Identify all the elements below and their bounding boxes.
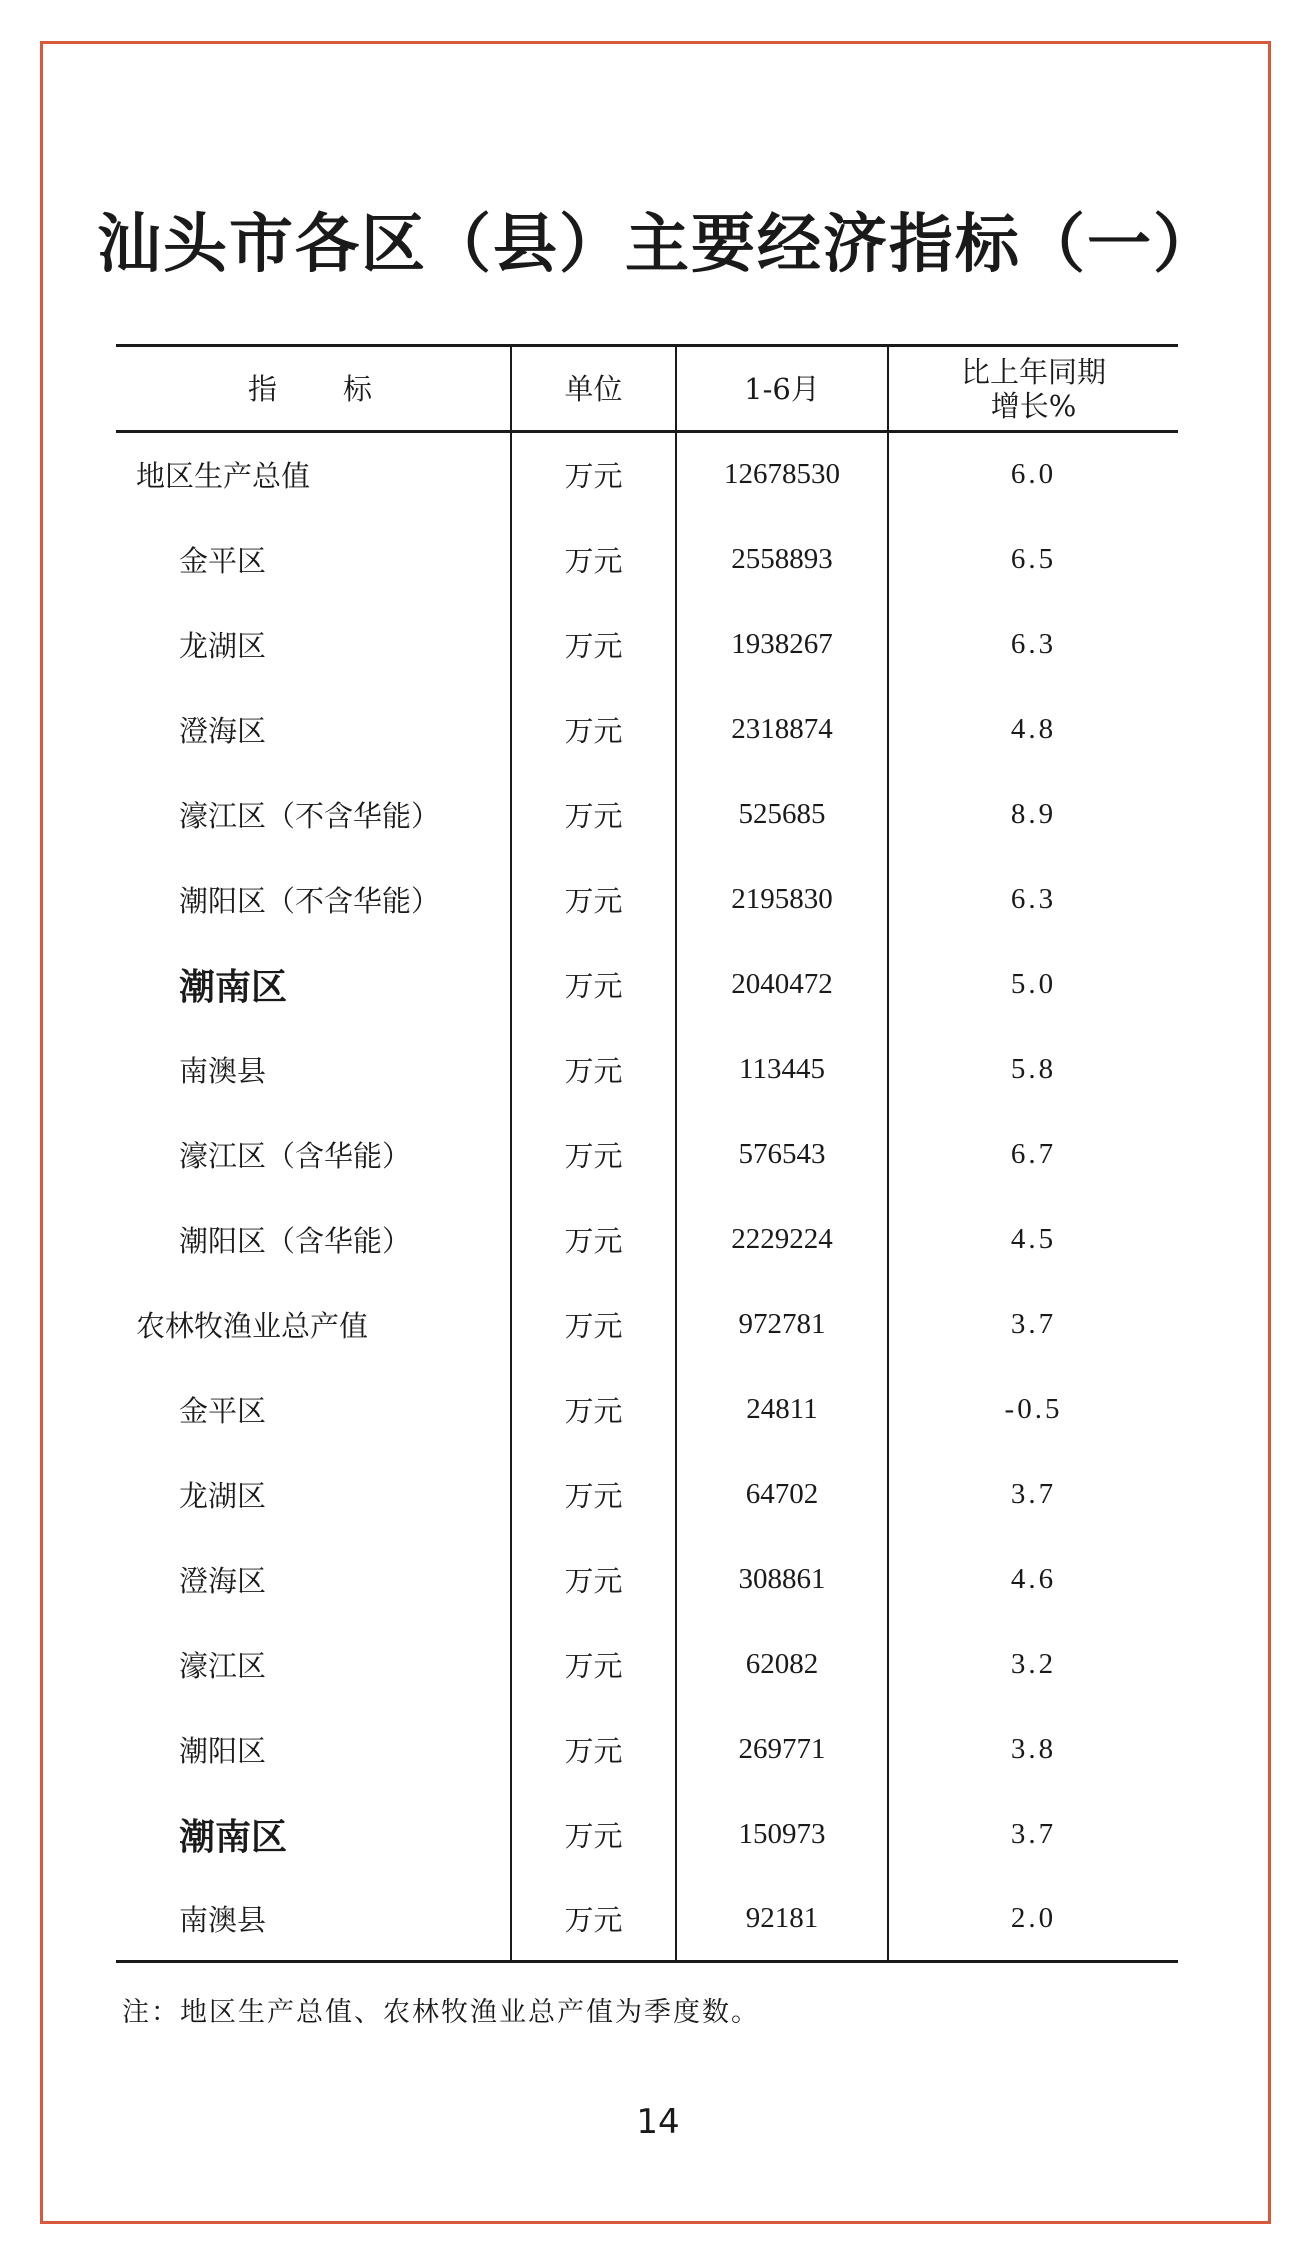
row-label: 地区生产总值 — [136, 459, 311, 494]
row-value: 2318874 — [676, 687, 888, 772]
row-value: 2195830 — [676, 857, 888, 942]
row-growth: 8.9 — [888, 772, 1178, 857]
row-label: 龙湖区 — [179, 628, 267, 663]
row-value: 1938267 — [676, 602, 888, 687]
row-growth: 6.0 — [888, 432, 1178, 517]
row-unit: 万元 — [511, 857, 676, 942]
row-label: 澄海区 — [179, 713, 267, 748]
row-value: 24811 — [676, 1367, 888, 1452]
row-label: 潮阳区（不含华能） — [179, 883, 441, 918]
indicators-table — [116, 344, 1178, 1963]
footnote: 注：地区生产总值、农林牧渔业总产值为季度数。 — [122, 1997, 760, 2028]
row-label: 濠江区（含华能） — [179, 1138, 412, 1173]
row-growth: 3.2 — [888, 1622, 1178, 1707]
table-row — [116, 1792, 1178, 1877]
row-label: 金平区 — [179, 1393, 267, 1428]
row-value: 576543 — [676, 1112, 888, 1197]
table-row — [116, 517, 1178, 602]
row-value: 62082 — [676, 1622, 888, 1707]
table-row — [116, 942, 1178, 1027]
table-row — [116, 1452, 1178, 1537]
table-row — [116, 1367, 1178, 1452]
row-growth: 5.8 — [888, 1027, 1178, 1112]
header-growth-line2: 增长% — [990, 388, 1077, 423]
row-label: 金平区 — [179, 543, 267, 578]
row-unit: 万元 — [511, 1027, 676, 1112]
table-row — [116, 1197, 1178, 1282]
row-label: 农林牧渔业总产值 — [136, 1308, 369, 1343]
row-unit: 万元 — [511, 602, 676, 687]
row-unit: 万元 — [511, 1622, 676, 1707]
row-unit: 万元 — [511, 1452, 676, 1537]
header-growth — [888, 346, 1178, 432]
row-growth: 3.7 — [888, 1792, 1178, 1877]
row-growth: 3.8 — [888, 1707, 1178, 1792]
row-value: 2040472 — [676, 942, 888, 1027]
header-indicator: 指标 — [116, 346, 511, 432]
row-unit: 万元 — [511, 1707, 676, 1792]
row-label: 南澳县 — [116, 1877, 511, 1962]
row-value: 12678530 — [676, 432, 888, 517]
row-label: 潮阳区（含华能） — [179, 1223, 412, 1258]
table-row — [116, 1622, 1178, 1707]
row-label: 龙湖区 — [179, 1478, 267, 1513]
row-value: 2229224 — [676, 1197, 888, 1282]
row-value: 64702 — [676, 1452, 888, 1537]
table-row — [116, 857, 1178, 942]
row-label: 澄海区 — [179, 1563, 267, 1598]
row-unit: 万元 — [511, 687, 676, 772]
table-row — [116, 1112, 1178, 1197]
row-growth: 4.8 — [888, 687, 1178, 772]
table-row — [116, 1877, 1178, 1962]
page-title: 汕头市各区（县）主要经济指标（一） — [97, 207, 1219, 282]
row-growth: 3.7 — [888, 1452, 1178, 1537]
row-value: 113445 — [676, 1027, 888, 1112]
row-unit: 万元 — [511, 517, 676, 602]
row-unit: 万元 — [511, 1877, 676, 1962]
table-row — [116, 1707, 1178, 1792]
row-unit: 万元 — [511, 772, 676, 857]
page-number: 14 — [636, 2102, 680, 2142]
table-row — [116, 1027, 1178, 1112]
row-value: 525685 — [676, 772, 888, 857]
row-growth: 5.0 — [888, 942, 1178, 1027]
row-value: 92181 — [676, 1877, 888, 1962]
table-header-row — [116, 346, 1178, 432]
table-row — [116, 432, 1178, 517]
row-growth: 6.7 — [888, 1112, 1178, 1197]
row-unit: 万元 — [511, 1792, 676, 1877]
row-unit: 万元 — [511, 1367, 676, 1452]
row-value: 2558893 — [676, 517, 888, 602]
header-growth-line1: 比上年同期 — [960, 354, 1106, 389]
row-label: 濠江区 — [179, 1648, 267, 1683]
table-row — [116, 1537, 1178, 1622]
row-value: 308861 — [676, 1537, 888, 1622]
row-growth: 3.7 — [888, 1282, 1178, 1367]
table-row — [116, 687, 1178, 772]
row-label: 潮南区 — [179, 1816, 288, 1858]
row-growth: 4.5 — [888, 1197, 1178, 1282]
table-row — [116, 602, 1178, 687]
row-unit: 万元 — [511, 1197, 676, 1282]
table-row — [116, 1282, 1178, 1367]
row-unit: 万元 — [511, 432, 676, 517]
header-period: 1-6月 — [676, 346, 888, 432]
row-value: 269771 — [676, 1707, 888, 1792]
row-value: 972781 — [676, 1282, 888, 1367]
row-label: 南澳县 — [179, 1053, 267, 1088]
row-growth: -0.5 — [888, 1367, 1178, 1452]
row-label: 潮南区 — [179, 966, 288, 1008]
row-value: 150973 — [676, 1792, 888, 1877]
row-label: 潮阳区 — [179, 1733, 267, 1768]
table-row — [116, 772, 1178, 857]
row-unit: 万元 — [511, 942, 676, 1027]
row-unit: 万元 — [511, 1112, 676, 1197]
header-unit: 单位 — [511, 346, 676, 432]
row-growth: 6.3 — [888, 857, 1178, 942]
row-growth: 6.5 — [888, 517, 1178, 602]
row-unit: 万元 — [511, 1282, 676, 1367]
row-growth: 4.6 — [888, 1537, 1178, 1622]
row-growth: 2.0 — [888, 1877, 1178, 1962]
row-label: 濠江区（不含华能） — [179, 798, 441, 833]
row-unit: 万元 — [511, 1537, 676, 1622]
row-growth: 6.3 — [888, 602, 1178, 687]
